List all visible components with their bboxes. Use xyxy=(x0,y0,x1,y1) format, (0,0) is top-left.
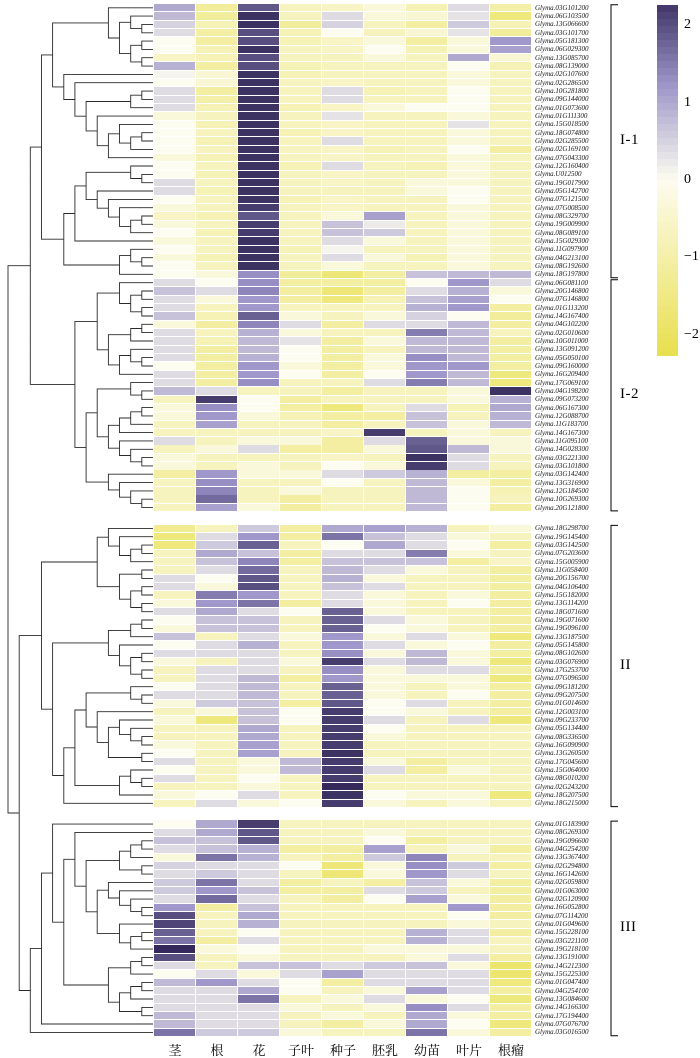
gene-label: Glyma.13G114200 xyxy=(535,599,588,608)
gene-label: Glyma.18G074800 xyxy=(535,128,589,137)
gene-label: Glyma.08G139000 xyxy=(535,62,589,71)
gene-label: Glyma.02G243200 xyxy=(535,782,589,791)
gene-label: Glyma.19G096100 xyxy=(535,624,589,633)
gene-label: Glyma.14G167400 xyxy=(535,312,589,320)
gene-label: Glyma.19G096600 xyxy=(535,836,589,845)
gene-label: Glyma.06G103500 xyxy=(535,12,589,21)
gene-label: Glyma.19G071600 xyxy=(535,616,589,625)
gene-label: Glyma.07G114200 xyxy=(535,911,588,920)
gene-label: Glyma.04G213100 xyxy=(535,253,589,262)
gene-label: Glyma.15G064000 xyxy=(535,766,589,774)
gene-label: Glyma.U012500 xyxy=(535,170,582,179)
colorbar-tick-label: 2 xyxy=(684,17,691,33)
gene-label: Glyma.04G254200 xyxy=(535,845,589,854)
gene-label: Glyma.08G329700 xyxy=(535,212,589,221)
gene-label: Glyma.01G014600 xyxy=(535,699,589,708)
gene-label: Glyma.09G160000 xyxy=(535,361,589,370)
gene-label: Glyma.05G050100 xyxy=(535,353,589,362)
gene-label: Glyma.15G228100 xyxy=(535,928,589,937)
gene-label: Glyma.06G167300 xyxy=(535,403,589,412)
gene-label: Glyma.09G073200 xyxy=(535,395,589,404)
gene-label: Glyma.03G101200 xyxy=(535,3,589,12)
gene-label: Glyma.18G071600 xyxy=(535,607,589,616)
column-label: 胚乳 xyxy=(371,1043,398,1058)
gene-label: Glyma.15G005900 xyxy=(535,557,589,566)
gene-label: Glyma.13G260500 xyxy=(535,749,589,758)
gene-label: Glyma.01G073600 xyxy=(535,103,589,112)
gene-label: Glyma.13G316900 xyxy=(535,478,589,487)
column-label: 种子 xyxy=(329,1043,356,1058)
gene-label: Glyma.11G097900 xyxy=(535,245,588,254)
gene-label: Glyma.10G269300 xyxy=(535,495,589,504)
gene-label: Glyma.02G059800 xyxy=(535,878,589,887)
gene-label: Glyma.15G182000 xyxy=(535,591,589,600)
gene-label: Glyma.19G218100 xyxy=(535,945,589,954)
gene-label: Glyma.08G336500 xyxy=(535,732,589,741)
gene-label: Glyma.02G120900 xyxy=(535,895,589,904)
gene-label: Glyma.08G269300 xyxy=(535,828,589,837)
gene-label: Glyma.03G101700 xyxy=(535,28,589,37)
gene-label: Glyma.16G209400 xyxy=(535,370,589,379)
gene-label: Glyma.18G207500 xyxy=(535,790,589,799)
gene-label: Glyma.01G113200 xyxy=(535,303,588,312)
gene-label: Glyma.15G225300 xyxy=(535,970,589,979)
gene-label: Glyma.11G058400 xyxy=(535,566,588,575)
gene-label: Glyma.12G088700 xyxy=(535,411,589,420)
gene-label: Glyma.20G146800 xyxy=(535,287,589,296)
gene-label: Glyma.15G029300 xyxy=(535,237,589,246)
gene-label: Glyma.01G047400 xyxy=(535,978,589,987)
column-label: 花 xyxy=(252,1043,266,1058)
gene-label: Glyma.02G285500 xyxy=(535,137,589,146)
gene-label: Glyma.12G160400 xyxy=(535,162,589,171)
gene-label: Glyma.03G101800 xyxy=(535,461,589,470)
colorbar-stripe xyxy=(657,348,678,356)
gene-label: Glyma.07G146800 xyxy=(535,295,589,304)
gene-label: Glyma.18G197800 xyxy=(535,270,589,279)
gene-label: Glyma.19G017900 xyxy=(535,178,589,187)
gene-label: Glyma.02G169100 xyxy=(535,145,589,154)
gene-label: Glyma.04G102200 xyxy=(535,320,589,329)
colorbar-tick-label: 1 xyxy=(684,94,691,110)
gene-label: Glyma.08G192600 xyxy=(535,262,589,271)
gene-label: Glyma.03G221300 xyxy=(535,453,589,462)
column-label: 叶片 xyxy=(455,1043,482,1058)
gene-label: Glyma.18G215000 xyxy=(535,799,589,808)
gene-label: Glyma.12G003100 xyxy=(535,707,589,716)
gene-label: Glyma.13G191000 xyxy=(535,953,589,962)
gene-label: Glyma.10G281800 xyxy=(535,87,589,96)
gene-label: Glyma.02G294800 xyxy=(535,861,589,870)
colorbar-tick-label: 0 xyxy=(684,172,691,187)
gene-label: Glyma.06G081100 xyxy=(535,278,588,287)
gene-label: Glyma.14G028300 xyxy=(535,445,589,454)
gene-label: Glyma.03G142400 xyxy=(535,470,589,479)
column-label: 幼苗 xyxy=(413,1043,440,1058)
gene-label: Glyma.17G069100 xyxy=(535,378,589,387)
gene-label: Glyma.03G221100 xyxy=(535,936,588,945)
gene-label: Glyma.19G009900 xyxy=(535,220,589,229)
cluster-label-I-1: I-1 xyxy=(620,132,639,149)
gene-label: Glyma.04G106400 xyxy=(535,582,589,591)
gene-label: Glyma.01G063000 xyxy=(535,886,589,895)
gene-label: Glyma.08G089100 xyxy=(535,228,589,237)
gene-label: Glyma.02G107600 xyxy=(535,70,589,79)
gene-label: Glyma.13G066600 xyxy=(535,20,589,29)
cluster-label-II: II xyxy=(620,657,631,673)
gene-label: Glyma.13G367400 xyxy=(535,853,589,862)
cluster-label-I-2: I-2 xyxy=(620,386,639,403)
gene-label: Glyma.05G145800 xyxy=(535,641,589,650)
gene-label: Glyma.11G183700 xyxy=(535,420,588,429)
gene-label: Glyma.11G095100 xyxy=(535,436,588,445)
gene-label: Glyma.07G203600 xyxy=(535,549,589,558)
gene-label: Glyma.20G156700 xyxy=(535,574,589,583)
gene-label: Glyma.13G187500 xyxy=(535,632,589,641)
gene-label: Glyma.08G102600 xyxy=(535,649,589,658)
gene-label: Glyma.09G144000 xyxy=(535,95,589,104)
gene-label: Glyma.03G016500 xyxy=(535,1028,589,1037)
gene-label: Glyma.05G134400 xyxy=(535,724,589,733)
gene-label: Glyma.07G096500 xyxy=(535,674,589,683)
gene-label: Glyma.07G121500 xyxy=(535,195,589,204)
gene-label: Glyma.06G029300 xyxy=(535,45,589,54)
colorbar-tick-label: −2 xyxy=(684,326,699,342)
gene-label: Glyma.17G253700 xyxy=(535,666,589,675)
cluster-label-III: III xyxy=(620,919,637,936)
gene-label: Glyma.14G167300 xyxy=(535,428,589,437)
gene-label: Glyma.10G011000 xyxy=(535,337,588,345)
colorbar-tick-label: −1 xyxy=(684,249,699,265)
column-label: 茎 xyxy=(168,1043,182,1058)
gene-label: Glyma.17G045600 xyxy=(535,757,589,766)
gene-label: Glyma.20G121800 xyxy=(535,503,589,512)
gene-label: Glyma.18G298700 xyxy=(535,524,589,533)
gene-label: Glyma.07G043300 xyxy=(535,153,589,162)
gene-label: Glyma.03G142500 xyxy=(535,541,589,550)
gene-label: Glyma.07G076700 xyxy=(535,1020,589,1029)
gene-label: Glyma.01G049600 xyxy=(535,920,589,929)
gene-label: Glyma.04G254100 xyxy=(535,986,589,995)
gene-label: Glyma.15G018500 xyxy=(535,120,589,129)
gene-label: Glyma.02G286500 xyxy=(535,78,589,87)
gene-label: Glyma.14G166300 xyxy=(535,1003,589,1012)
column-label: 根瘤 xyxy=(497,1043,524,1058)
gene-label: Glyma.16G090900 xyxy=(535,741,589,749)
gene-label: Glyma.13G085700 xyxy=(535,53,589,62)
colorbar xyxy=(657,5,678,355)
gene-label: Glyma.09G233700 xyxy=(535,716,589,725)
gene-label: Glyma.19G145400 xyxy=(535,532,589,541)
gene-label: Glyma.12G184500 xyxy=(535,486,589,495)
gene-label: Glyma.03G076900 xyxy=(535,657,589,666)
gene-label: Glyma.09G207500 xyxy=(535,691,589,700)
gene-label: Glyma.13G084600 xyxy=(535,995,589,1004)
gene-label: Glyma.13G091200 xyxy=(535,345,589,354)
gene-label: Glyma.02G010600 xyxy=(535,328,589,337)
gene-label: Glyma.16G142600 xyxy=(535,870,589,879)
gene-label: Glyma.16G052800 xyxy=(535,903,589,912)
gene-label: Glyma.07G008500 xyxy=(535,203,589,212)
gene-label: Glyma.14G212300 xyxy=(535,961,589,970)
gene-label: Glyma.05G142700 xyxy=(535,187,589,196)
gene-label: Glyma.17G194400 xyxy=(535,1011,589,1020)
gene-label: Glyma.09G181200 xyxy=(535,682,589,691)
column-label: 根 xyxy=(210,1043,224,1058)
gene-label: Glyma.01G111300 xyxy=(535,112,588,121)
gene-label: Glyma.05G181300 xyxy=(535,37,589,46)
gene-label: Glyma.01G183900 xyxy=(535,820,589,829)
gene-label: Glyma.04G198200 xyxy=(535,386,589,395)
gene-label: Glyma.08G010200 xyxy=(535,774,589,783)
column-label: 子叶 xyxy=(287,1043,314,1058)
